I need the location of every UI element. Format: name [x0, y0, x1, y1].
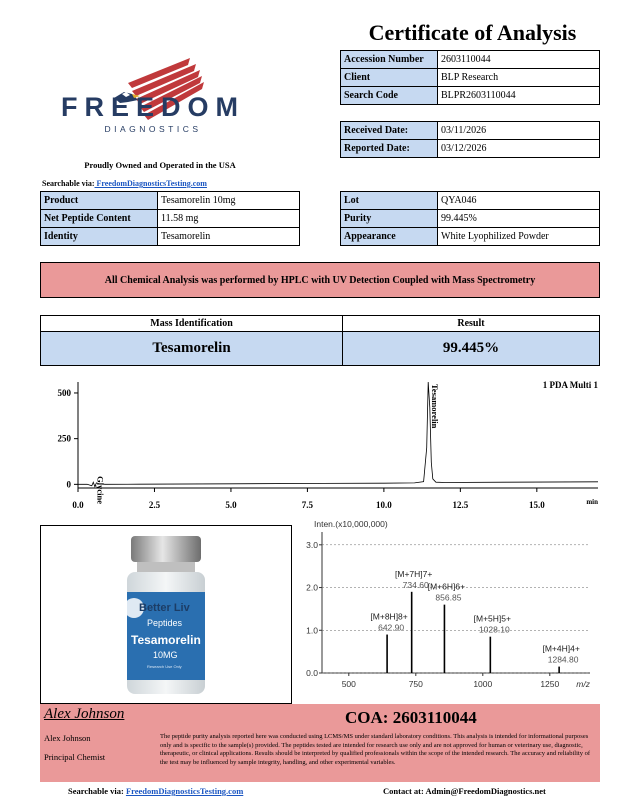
- coa-number: COA: 2603110044: [345, 708, 477, 727]
- peak-ion-label: [M+8H]8+: [370, 611, 408, 622]
- spectrum-title: Inten.(x10,000,000): [314, 519, 388, 529]
- x-tick-label: 2.5: [148, 500, 161, 510]
- identity-key: Identity: [41, 228, 158, 246]
- peak-mz-label: 642.90: [378, 622, 405, 633]
- vial-dose: 10MG: [153, 650, 178, 660]
- x-tick-label: 0.0: [72, 500, 84, 510]
- analysis-method-banner: All Chemical Analysis was performed by HPLC with UV Detection Coupled with Mass Spectrometry: [40, 262, 600, 298]
- reported-date-key: Reported Date:: [341, 140, 438, 158]
- mass-identification-table: [40, 315, 600, 366]
- client-value: BLP Research: [438, 69, 600, 87]
- x-tick-label: 12.5: [452, 500, 469, 510]
- peak-ion-label: [M+7H]7+: [395, 568, 433, 579]
- x-tick-label: 5.0: [225, 500, 237, 510]
- searchable-note-top: [42, 179, 207, 188]
- signature: Alex Johnson: [44, 706, 125, 722]
- peak-ion-label: [M+4H]4+: [542, 643, 580, 654]
- lot-table: [340, 191, 600, 246]
- x-tick-label: 750: [408, 679, 423, 689]
- y-tick-label: 0: [66, 479, 71, 490]
- product-photo-frame: [40, 525, 292, 704]
- contact-email: Contact at: Admin@FreedomDiagnostics.net: [383, 786, 546, 796]
- x-tick-label: 1250: [540, 679, 560, 689]
- brand-subtitle: DIAGNOSTICS: [104, 124, 202, 134]
- vial-brand: Better Liv: [139, 602, 190, 614]
- search-code-value: BLPR2603110044: [438, 87, 600, 105]
- purity-key: Purity: [341, 210, 438, 228]
- mass-spectrum: [300, 518, 600, 708]
- y-tick-label: 250: [57, 433, 71, 444]
- client-key: Client: [341, 69, 438, 87]
- mass-id-value: Tesamorelin: [41, 332, 343, 366]
- accession-value: 2603110044: [438, 51, 600, 69]
- x-tick-label: 500: [341, 679, 356, 689]
- peak-ion-label: [M+6H]6+: [427, 581, 466, 592]
- vial-cap: [131, 536, 201, 562]
- searchable-link-bottom[interactable]: FreedomDiagnosticsTesting.com: [125, 786, 244, 796]
- page-title: Certificate of Analysis: [368, 20, 577, 45]
- accession-key: Accession Number: [341, 51, 438, 69]
- hplc-chromatogram: [38, 374, 604, 516]
- product-table: [40, 191, 300, 246]
- vial-note: Research Use Only: [147, 664, 182, 669]
- vial-line: Peptides: [147, 618, 183, 628]
- tagline: Proudly Owned and Operated in the USA: [84, 160, 236, 170]
- peak-ion-label: [M+5H]5+: [473, 613, 511, 624]
- net-content-value: 11.58 mg: [158, 210, 300, 228]
- peak-mz-label: 734.60: [402, 579, 429, 590]
- appearance-value: White Lyophilized Powder: [438, 228, 600, 246]
- disclaimer: The peptide purity analysis reported here was conducted using LCMS/MS under standard laboratory conditions. This analysis is intended for informational purposes only and is specific to the sample(s) provided. The peptides tested are intended for research use only and are not approved for human or veterinary use, diagnostic, therapeutic, or clinical applications. Results should be interpreted by qualified professionals within the scope of the intended research. The accuracy and reliability of the test may be influenced by sample integrity, handling, and other experimental variables.: [160, 733, 590, 766]
- x-tick-label: 7.5: [301, 500, 314, 510]
- y-tick-label: 500: [57, 387, 71, 398]
- chemist-name: Alex Johnson: [44, 733, 91, 743]
- x-tick-label: 10.0: [376, 500, 392, 510]
- peak-mz-label: 1284.80: [547, 654, 579, 665]
- mass-id-header: Mass Identification: [41, 316, 343, 332]
- x-axis-label: m/z: [576, 679, 590, 689]
- y-tick-label: 2.0: [306, 582, 318, 593]
- identity-value: Tesamorelin: [158, 228, 300, 246]
- peak-mz-label: 856.85: [435, 592, 462, 603]
- chart-title: 1 PDA Multi 1: [542, 380, 598, 390]
- y-tick-label: 0.0: [306, 668, 318, 678]
- vial-photo: [41, 526, 291, 703]
- dates-table: [340, 121, 600, 158]
- result-header: Result: [343, 316, 600, 332]
- received-date-value: 03/11/2026: [438, 122, 600, 140]
- product-value: Tesamorelin 10mg: [158, 192, 300, 210]
- x-tick-label: 15.0: [528, 500, 545, 510]
- search-code-key: Search Code: [341, 87, 438, 105]
- product-key: Product: [41, 192, 158, 210]
- chromatogram-trace: [78, 382, 598, 487]
- x-tick-label: 1000: [473, 679, 493, 689]
- y-tick-label: 1.0: [306, 625, 318, 636]
- searchable-label-bottom: Searchable via:: [68, 786, 126, 796]
- reported-date-value: 03/12/2026: [438, 140, 600, 158]
- accession-table: [340, 50, 600, 105]
- net-content-key: Net Peptide Content: [41, 210, 158, 228]
- peak-label: Tesamorelin: [430, 384, 441, 429]
- appearance-key: Appearance: [341, 228, 438, 246]
- peak-label: Glycine: [95, 476, 106, 505]
- chemist-role: Principal Chemist: [44, 752, 106, 762]
- peak-mz-label: 1028.10: [478, 624, 510, 635]
- vial-product: Tesamorelin: [131, 633, 201, 647]
- purity-value: 99.445%: [438, 210, 600, 228]
- y-tick-label: 3.0: [306, 539, 318, 550]
- searchable-label: Searchable via:: [42, 179, 95, 188]
- searchable-note-bottom: [68, 786, 243, 796]
- lot-key: Lot: [341, 192, 438, 210]
- lot-value: QYA046: [438, 192, 600, 210]
- result-value: 99.445%: [343, 332, 600, 366]
- received-date-key: Received Date:: [341, 122, 438, 140]
- brand-name: FREEDOM: [61, 92, 245, 122]
- x-axis-label: min: [586, 498, 598, 506]
- searchable-link[interactable]: FreedomDiagnosticsTesting.com: [94, 179, 207, 188]
